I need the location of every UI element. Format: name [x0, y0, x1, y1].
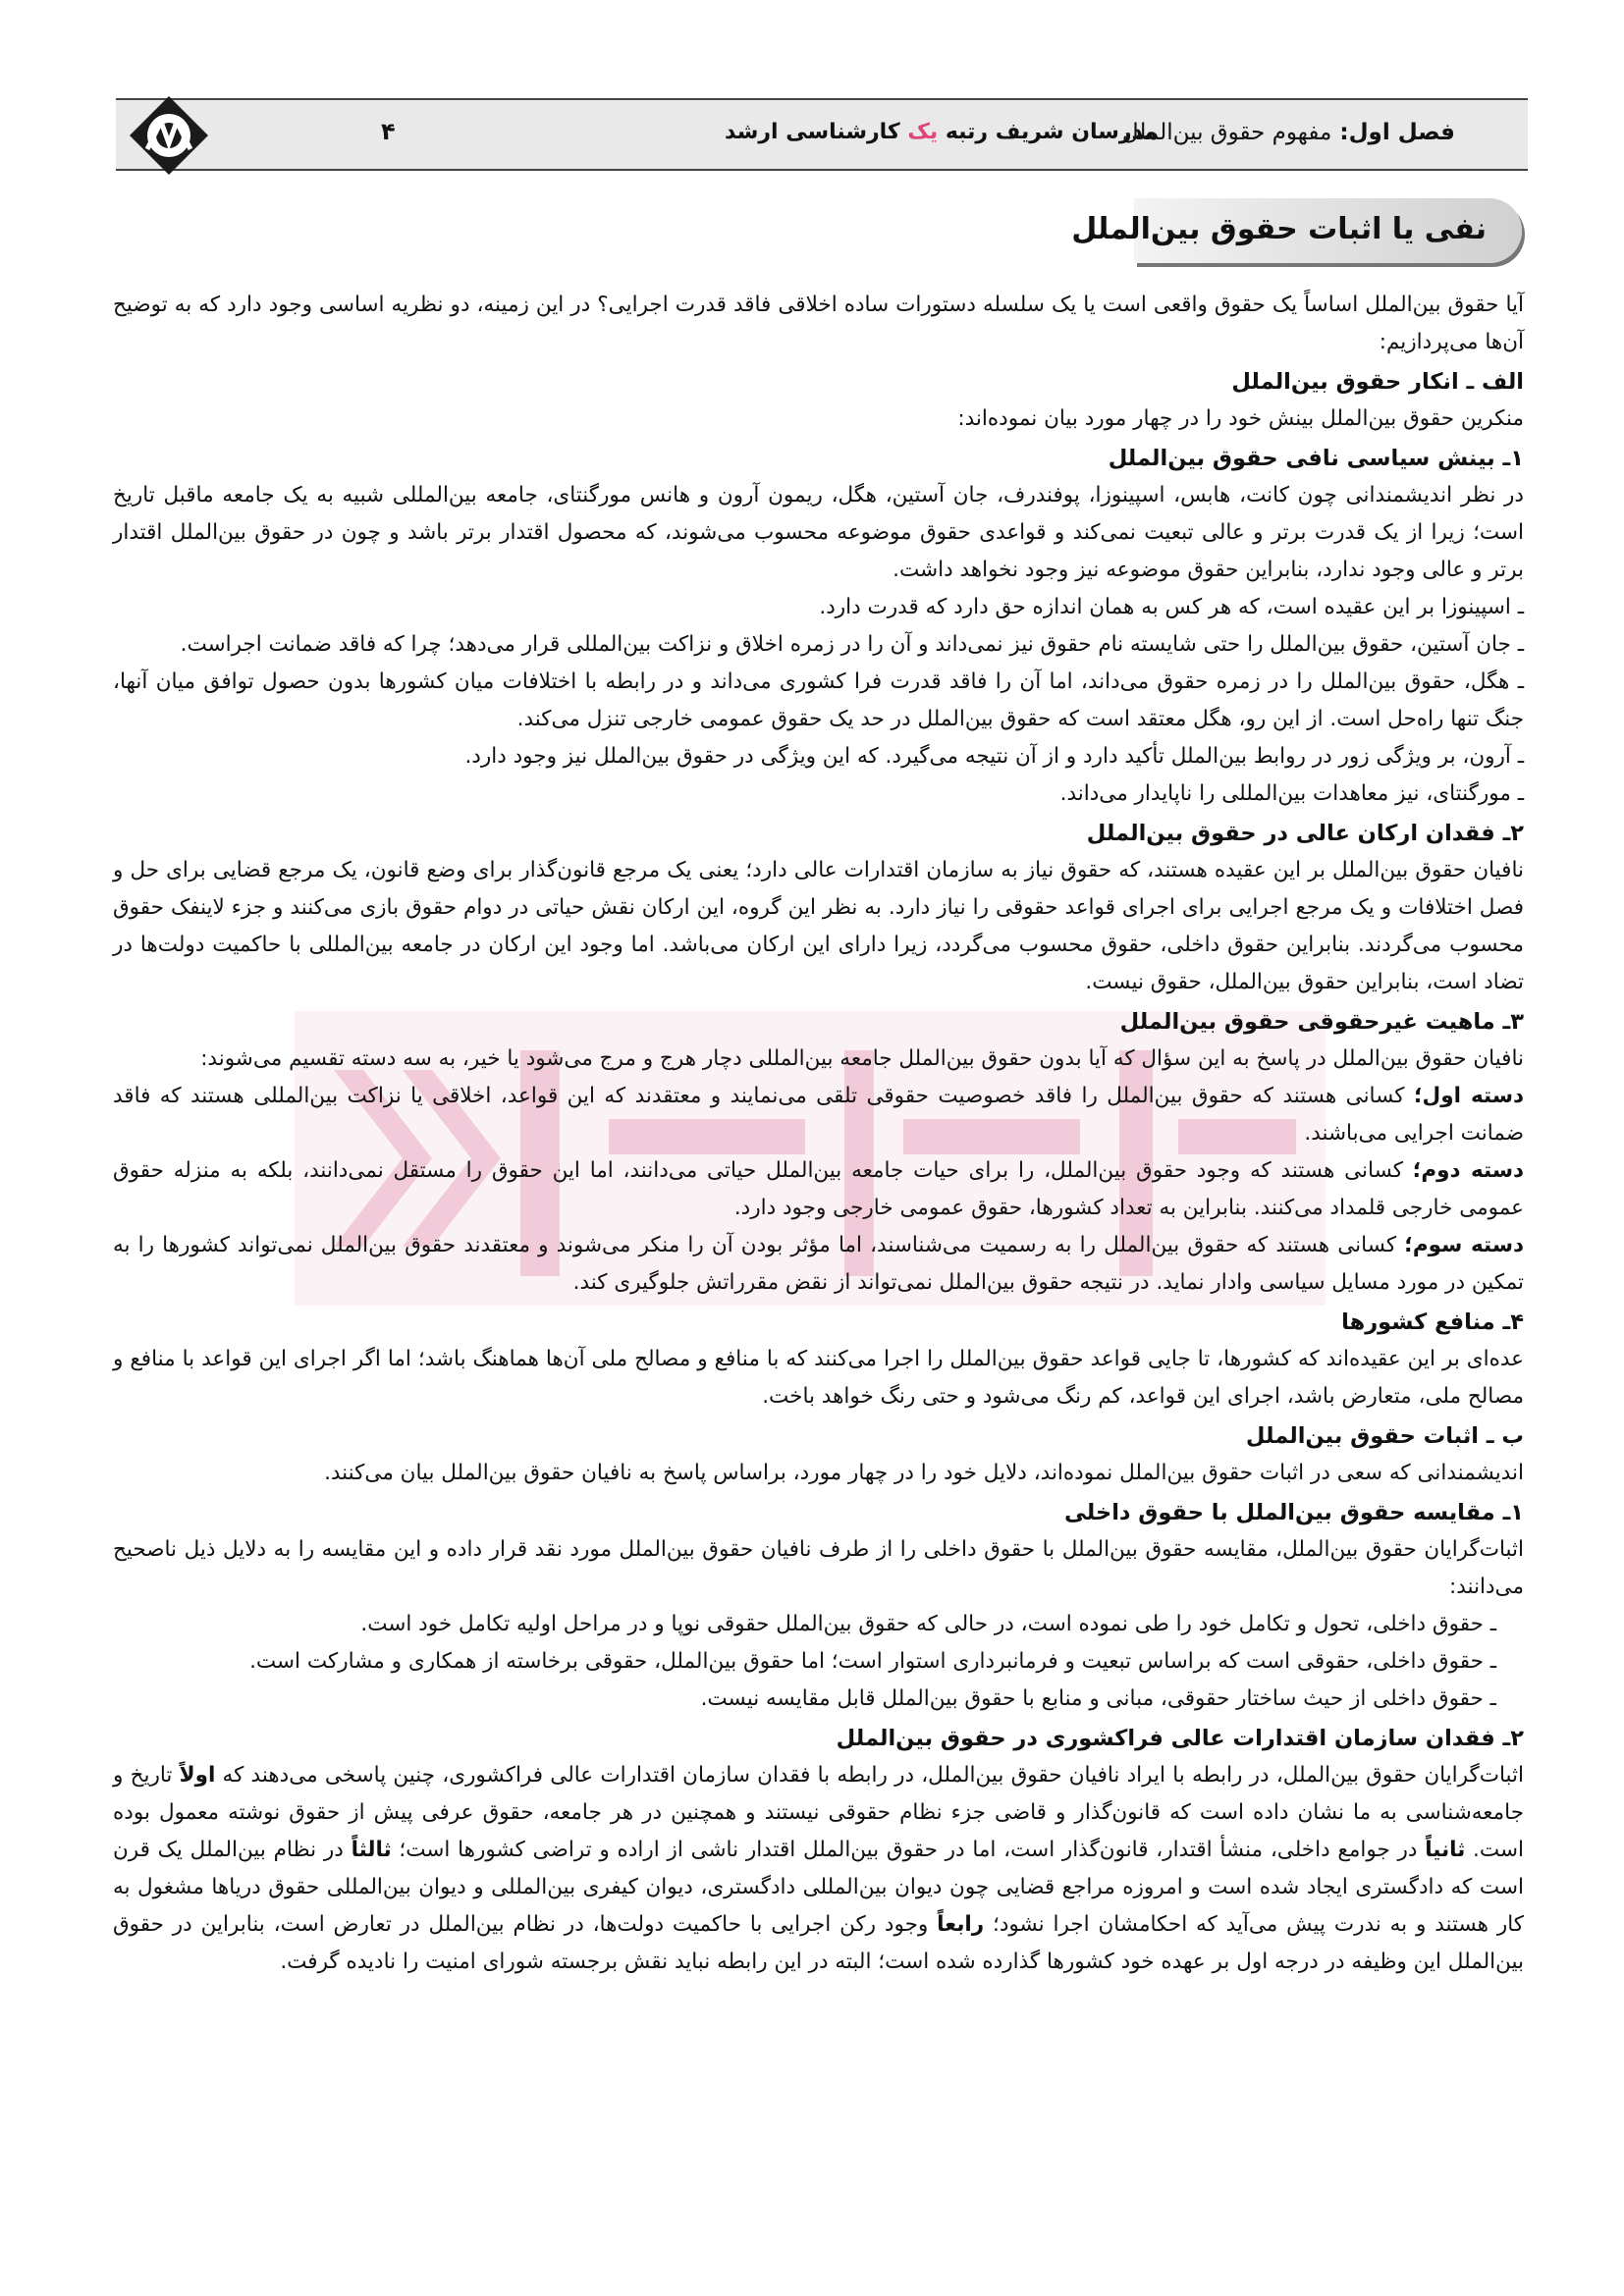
b1-bullet-3: ـ حقوق داخلی از حیث ساختار حقوقی، مبانی و منابع با حقوق بین‌الملل قابل مقایسه نیست. — [700, 1686, 1496, 1711]
chapter-heading — [1122, 120, 1455, 145]
b2-heading: ۲ـ فقدان سازمان اقتدارات عالی فراکشوری در حقوق بین‌الملل — [836, 1726, 1524, 1751]
a3-paragraph: نافیان حقوق بین‌الملل در پاسخ به این سؤال که آیا بدون حقوق بین‌الملل جامعه بین‌المللی دچار هرج و مرج می‌شود یا خیر، به سه دسته تقسیم می‌شوند: — [200, 1046, 1524, 1071]
a1-bullet-2: ـ جان آستین، حقوق بین‌الملل را حتی شایسته نام حقوق نیز نمی‌داند و آن را در زمره اخلاق و نزاکت بین‌المللی قرار می‌دهد؛ چرا که فاقد ضمانت اجراست. — [180, 632, 1524, 657]
section-title: نفی یا اثبات حقوق بین‌الملل — [1071, 212, 1487, 246]
a1-heading: ۱ـ بینش سیاسی نافی حقوق بین‌الملل — [1108, 446, 1524, 471]
b1-bullet-2: ـ حقوق داخلی، حقوقی است که براساس تبعیت و فرمانبرداری استوار است؛ اما حقوق بین‌الملل، حقوقی برخاسته از همکاری و مشارکت است. — [249, 1649, 1496, 1674]
page-number: ۴ — [381, 118, 396, 145]
a1-bullet-4: ـ آرون، بر ویژگی زور در روابط بین‌الملل تأکید دارد و از آن نتیجه می‌گیرد. که این ویژگی در حقوق بین‌الملل نیز وجود دارد. — [464, 744, 1524, 769]
page-content — [113, 287, 1524, 1981]
b2-paragraph — [113, 1757, 1524, 1981]
a4-heading: ۴ـ منافع کشورها — [1341, 1309, 1524, 1335]
page-header — [116, 98, 1528, 171]
b1-heading: ۱ـ مقایسه حقوق بین‌الملل با حقوق داخلی — [1064, 1500, 1524, 1525]
part-a-intro: منکرین حقوق بین‌الملل بینش خود را در چهار مورد بیان نموده‌اند: — [957, 406, 1524, 431]
a3-heading: ۳ـ ماهیت غیرحقوقی حقوق بین‌الملل — [1119, 1009, 1524, 1035]
a1-paragraph: در نظر اندیشمندانی چون کانت، هابس، اسپینوزا، پوفندرف، جان آستین، هگل، ریمون آرون و هانس مورگنتای، جامعه بین‌المللی شبیه به یک جامعه ماقبل تاریخ است؛ زیرا از یک قدرت برتر و عالی تبعیت نمی‌کند و قواعدی حقوق موضوعه محسوب می‌شوند، که محصول اقتدار برتر باشد و چون در حقوق بین‌الملل اقتدار برتر و عالی وجود ندارد، بنابراین حقوق موضوعه نیز وجود نخواهد داشت. — [113, 483, 1524, 582]
part-b-heading: ب ـ اثبات حقوق بین‌الملل — [1245, 1423, 1524, 1449]
publisher-accent: یک — [907, 120, 939, 144]
publisher-prefix: مدرسان شریف رتبه — [945, 120, 1158, 144]
part-a-heading: الف ـ انکار حقوق بین‌الملل — [1231, 369, 1524, 395]
group-1-paragraph — [113, 1078, 1524, 1152]
chapter-label: فصل اول: — [1339, 120, 1455, 145]
part-b-intro: اندیشمندانی که سعی در اثبات حقوق بین‌الملل نموده‌اند، دلایل خود را در چهار مورد، براساس پاسخ به نافیان حقوق بین‌الملل بیان می‌کنند. — [324, 1461, 1524, 1485]
group-3-paragraph — [113, 1227, 1524, 1302]
b2-keyword-3: ثالثاً — [351, 1838, 392, 1862]
group-1-label: دسته اول؛ — [1413, 1084, 1525, 1108]
b2-text-4: در نظام بین‌الملل یک قرن است که دادگستری ایجاد شده است و امروزه مراجع قضایی چون دیوان بین‌المللی دادگستری، دیوان کیفری بین‌المللی و دیوان بین‌المللی حقوق دریاها مشغول به کار هستند و به ندرت پیش می‌آید که احکامشان اجرا نشود؛ — [113, 1838, 1524, 1937]
publisher-logo-icon — [126, 92, 212, 179]
group-2-paragraph — [113, 1152, 1524, 1227]
b2-text-2: تاریخ و جامعه‌شناسی به ما نشان داده است که قانون‌گذار و قاضی جزء نظام حقوقی نیستند و همچنین در هر جامعه، حقوق عرفی پیش از حقوق نوشته معمول بوده است. — [113, 1763, 1524, 1862]
b2-text-5: وجود رکن اجرایی با حاکمیت دولت‌ها، در نظام بین‌الملل در تعارض است، بنابراین در حقوق بین‌الملل این وظیفه در درجه اول بر عهده خود کشورها گذارده شده است؛ البته در این رابطه نباید نقش برجسته شورای امنیت را نادیده گرفت. — [113, 1912, 1524, 1974]
b1-paragraph: اثبات‌گرایان حقوق بین‌الملل، مقایسه حقوق بین‌الملل با حقوق داخلی را از طرف نافیان حقوق بین‌الملل مورد نقد قرار داده و این مقایسه را به دلایل ذیل ناصحیح می‌دانند: — [113, 1537, 1524, 1599]
group-3-label: دسته سوم؛ — [1404, 1233, 1524, 1257]
group-1-text: کسانی هستند که حقوق بین‌الملل را فاقد خصوصیت حقوقی تلقی می‌نمایند و معتقدند که این قواعد، اخلاقی یا نزاکت بین‌المللی هستند که فاقد ضمانت اجرایی می‌باشند. — [113, 1084, 1524, 1146]
b2-text-1: اثبات‌گرایان حقوق بین‌الملل، در رابطه با ایراد نافیان حقوق بین‌الملل، در رابطه با فقدان سازمان اقتدارات عالی فراکشوری، چنین پاسخی می‌دهند که — [215, 1763, 1524, 1788]
group-3-text: کسانی هستند که حقوق بین‌الملل را به رسمیت می‌شناسند، اما مؤثر بودن آن را منکر می‌شوند و معتقدند حقوق بین‌الملل نمی‌تواند کشورها را به تمکین در مورد مسایل سیاسی وادار نماید. در نتیجه حقوق بین‌الملل نمی‌تواند از نقض مقرراتش جلوگیری کند. — [113, 1233, 1524, 1295]
chapter-title: مفهوم حقوق بین‌الملل — [1121, 120, 1332, 145]
section-title-box — [1071, 198, 1522, 263]
intro-paragraph: آیا حقوق بین‌الملل اساساً یک حقوق واقعی است یا یک سلسله دستورات ساده اخلاقی فاقد قدرت اجرایی؟ در این زمینه، دو نظریه اساسی وجود دارد که به توضیح آن‌ها می‌پردازیم: — [113, 293, 1524, 354]
publisher-suffix: کارشناسی ارشد — [725, 120, 900, 144]
a2-paragraph: نافیان حقوق بین‌الملل بر این عقیده هستند، که حقوق نیاز به سازمان اقتدارات عالی دارد؛ یعنی یک مرجع قانون‌گذار برای وضع قانون، یک مرجع قضایی برای حل و فصل اختلافات و یک مرجع اجرایی برای اجرای قواعد حقوقی را نیاز دارد. به نظر این گروه، این ارکان نقش حیاتی در دوام حقوق بازی می‌کنند و جزء لاینفک حقوق محسوب می‌گردند. بنابراین حقوق داخلی، حقوق محسوب می‌گردد، زیرا دارای این ارکان می‌باشد. اما وجود این ارکان در جامعه بین‌المللی با حاکمیت دولت‌ها در تضاد است، بنابراین حقوق بین‌الملل، حقوق نیست. — [113, 858, 1524, 994]
publisher-line — [725, 120, 1158, 144]
b2-keyword-1: اولاً — [179, 1763, 216, 1788]
b2-keyword-2: ثانیاً — [1425, 1838, 1466, 1862]
b1-bullet-1: ـ حقوق داخلی، تحول و تکامل خود را طی نموده است، در حالی که حقوق بین‌الملل حقوقی نوپا و در مراحل اولیه تکامل خود است. — [360, 1612, 1496, 1636]
a1-bullet-3: ـ هگل، حقوق بین‌الملل را در زمره حقوق می‌داند، اما آن را فاقد قدرت فرا کشوری می‌داند و در رابطه با اختلافات میان کشورها بدون حصول توافق میان آنها، جنگ تنها راه‌حل است. از این رو، هگل معتقد است که حقوق بین‌الملل در حد یک حقوق عمومی خارجی تنزل می‌کند. — [113, 669, 1524, 731]
a1-bullet-1: ـ اسپینوزا بر این عقیده است، که هر کس به همان اندازه حق دارد که قدرت دارد. — [819, 595, 1524, 619]
a1-bullet-5: ـ مورگنتای، نیز معاهدات بین‌المللی را ناپایدار می‌داند. — [1059, 781, 1524, 806]
a2-heading: ۲ـ فقدان ارکان عالی در حقوق بین‌الملل — [1086, 821, 1524, 846]
group-2-text: کسانی هستند که وجود حقوق بین‌الملل، را برای حیات جامعه بین‌الملل حیاتی می‌دانند، اما این حقوق را مستقل نمی‌دانند، بلکه به منزله حقوق عمومی خارجی قلمداد می‌کنند. بنابراین به تعداد کشورها، حقوق عمومی خارجی وجود دارد. — [113, 1158, 1524, 1220]
group-2-label: دسته دوم؛ — [1412, 1158, 1524, 1183]
b2-keyword-4: رابعاً — [937, 1912, 985, 1937]
a4-paragraph: عده‌ای بر این عقیده‌اند که کشورها، تا جایی قواعد حقوق بین‌الملل را اجرا می‌کنند که با منافع و مصالح ملی آن‌ها هماهنگ باشد؛ اما اگر اجرای این قواعد با منافع و مصالح ملی، متعارض باشد، اجرای این قواعد، کم رنگ می‌شود و حتی رنگ خواهد باخت. — [113, 1347, 1524, 1409]
b2-text-3: در جوامع داخلی، منشأ اقتدار، قانون‌گذار است، اما در حقوق بین‌الملل اقتدار ناشی از اراده و تراضی کشورها است؛ — [391, 1838, 1426, 1862]
